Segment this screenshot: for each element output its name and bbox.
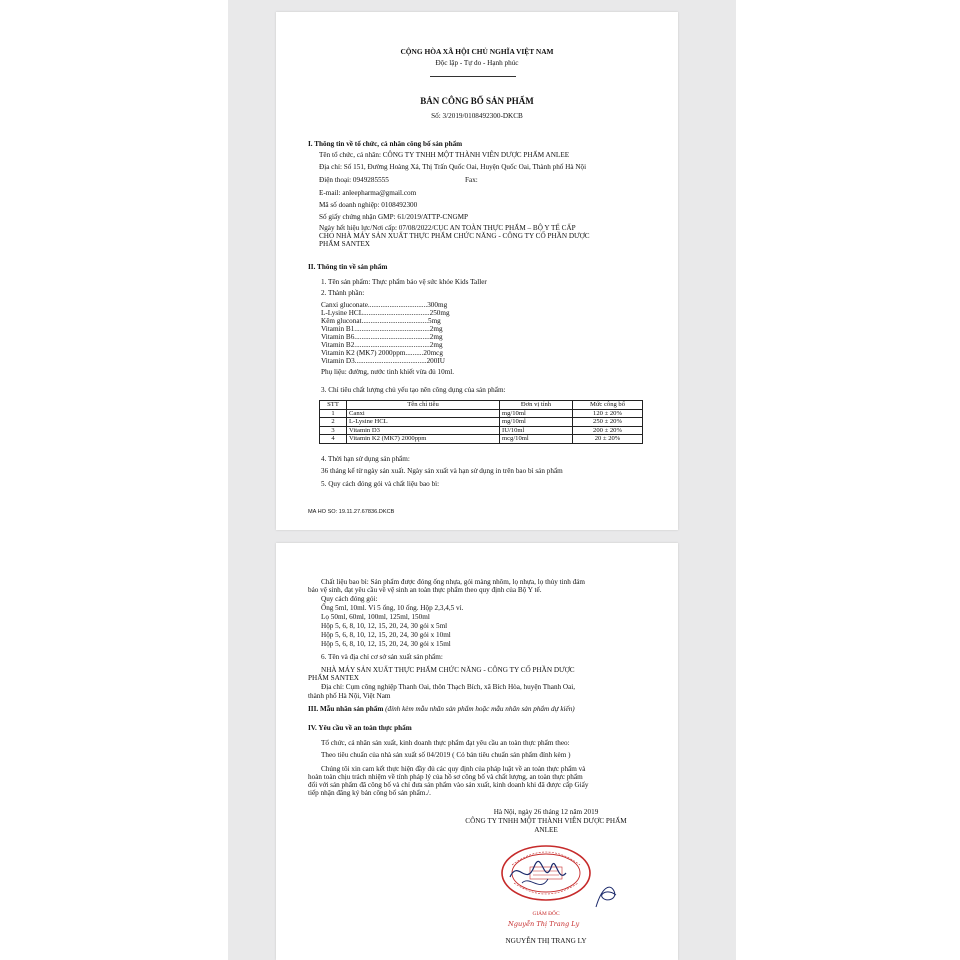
table-cell: 3 [320,426,347,435]
table-cell: 2 [320,418,347,427]
table-cell: mg/10ml [500,418,573,427]
section-2-title: II. Thông tin về sản phẩm [308,263,388,271]
table-row [320,435,643,444]
table-cell: 200 ± 20% [573,426,643,435]
ingredient-item: L-Lysine HCL.....................................250mg [321,309,450,317]
header-motto: Độc lập - Tự do - Hạnh phúc [435,59,519,67]
manufacturer-title: 6. Tên và địa chỉ cơ sở sản xuất sản phẩm: [321,653,443,661]
commitment-line: đối với sản phẩm đã công bố và chỉ đưa sản phẩm vào sản xuất, kinh doanh khi đã được cấp Giấy [308,781,589,789]
manufacturer-line-1: NHÀ MÁY SẢN XUẤT THỰC PHẨM CHỨC NĂNG - CÔNG TY CỔ PHẦN DƯỢC [321,666,575,674]
validity-line-2: CHO NHÀ MÁY SẢN XUẤT THỰC PHẨM CHỨC NĂNG - CÔNG TY CỔ PHẦN DƯỢC [319,232,590,240]
table-cell: 120 ± 20% [573,409,643,418]
signature-flourish-icon [594,881,620,911]
ingredient-item: Vitamin B2..........................................2mg [321,341,443,349]
table-cell: 4 [320,435,347,444]
ingredient-item: Kẽm gluconat.....................................5mg [321,317,441,325]
stamp-role: GIÁM ĐỐC [532,911,560,917]
table-row [320,426,643,435]
company-stamp-icon [500,843,592,903]
table-cell: mcg/10ml [500,435,573,444]
section-3-line [308,705,575,713]
document-page-2 [276,543,678,960]
validity-line-3: PHẨM SANTEX [319,240,370,248]
ingredient-item: Vitamin B6..........................................2mg [321,333,443,341]
packaging-title: 5. Quy cách đóng gói và chất liệu bao bì: [321,480,440,488]
signing-date: Hà Nội, ngày 26 tháng 12 năm 2019 [493,808,599,816]
org-phone: Điện thoại: 0949285555 [319,176,389,184]
packing-item: Lọ 50ml, 60ml, 100ml, 125ml, 150ml [321,613,430,621]
commitment-line: tiếp nhận đăng ký bản công bố sản phẩm./. [308,789,431,797]
section-4-title: IV. Yêu cầu về an toàn thực phẩm [308,724,412,732]
ingredient-item: Vitamin K2 (MK7) 2000ppm..........20mcg [321,349,443,357]
product-name: 1. Tên sản phẩm: Thực phẩm bảo vệ sức khỏe Kids Taller [321,278,487,286]
header-divider [430,76,516,77]
shelf-life-title: 4. Thời hạn sử dụng sản phẩm: [321,455,410,463]
ingredients-title: 2. Thành phần: [321,289,365,297]
stamp-signer-script: Nguyễn Thị Trang Ly [508,920,580,928]
table-cell: 250 ± 20% [573,418,643,427]
org-name: Tên tổ chức, cá nhân: CÔNG TY TNHH MỘT THÀNH VIÊN DƯỢC PHẨM ANLEE [319,151,570,159]
ingredient-item: Canxi gluconate.................................300mg [321,301,448,309]
ingredient-item: Vitamin D3........................................200IU [321,357,445,365]
quality-title: 3. Chỉ tiêu chất lượng chủ yếu tạo nên công dụng của sản phẩm: [321,386,506,394]
document-page-1 [276,12,678,530]
packing-item: Ống 5ml, 10ml. Vỉ 5 ống, 10 ống. Hộp 2,3,4,5 vỉ. [321,604,464,612]
table-row [320,409,643,418]
validity-line-1: Ngày hết hiệu lực/Nơi cấp: 07/08/2022/CỤC AN TOÀN THỰC PHẨM – BỘ Y TẾ CẤP [319,224,576,232]
table-header: Mức công bố [573,401,643,410]
document-title: BẢN CÔNG BỐ SẢN PHẨM [420,96,534,106]
table-header: Đơn vị tính [500,401,573,410]
table-cell: L-Lysine HCL [347,418,500,427]
org-address: Địa chỉ: Số 151, Đường Hoàng Xá, Thị Trấn Quốc Oai, Huyện Quốc Oai, Thành phố Hà Nội [319,163,587,171]
packing-title: Quy cách đóng gói: [321,595,378,603]
packing-item: Hộp 5, 6, 8, 10, 12, 15, 20, 24, 30 gói x 5ml [321,622,448,630]
header-country: CỘNG HÒA XÃ HỘI CHỦ NGHĨA VIỆT NAM [400,47,554,56]
org-fax: Fax: [465,176,478,184]
table-cell: 1 [320,409,347,418]
section-3-note: (đính kèm mẫu nhãn sản phẩm hoặc mẫu nhãn sản phẩm dự kiến) [385,705,575,713]
commitment-line: Chúng tôi xin cam kết thực hiện đầy đủ các quy định của pháp luật về an toàn thực phẩm và [321,765,586,773]
section-3-title: III. Mẫu nhãn sản phẩm [308,705,384,713]
material-line-2: bảo vệ sinh, đạt yêu cầu về vệ sinh an toàn thực phẩm theo quy định của Bộ Y tế. [308,586,542,594]
manufacturer-line-2: PHẨM SANTEX [308,674,359,682]
manufacturer-address-1: Địa chỉ: Cụm công nghiệp Thanh Oai, thôn Thạch Bích, xã Bích Hòa, huyện Thanh Oai, [321,683,576,691]
gmp-certificate: Số giấy chứng nhận GMP: 61/2019/ATTP-CNGMP [319,213,469,221]
section-1-title: I. Thông tin về tổ chức, cá nhân công bố sản phẩm [308,140,463,148]
table-row [320,418,643,427]
shelf-life-text: 36 tháng kể từ ngày sản xuất. Ngày sản xuất và hạn sử dụng in trên bao bì sản phẩm [321,467,563,475]
table-header: STT [320,401,347,410]
document-number: Số: 3/2019/0108492300-DKCB [431,112,523,120]
ingredient-item: Vitamin B1..........................................2mg [321,325,443,333]
table-cell: Vitamin D3 [347,426,500,435]
table-cell: IU/10ml [500,426,573,435]
material-line-1: Chất liệu bao bì: Sản phẩm được đóng ống nhựa, gói màng nhôm, lọ nhựa, lọ thủy tinh đảm [321,578,586,586]
safety-line-1: Tổ chức, cá nhân sản xuất, kinh doanh thực phẩm đạt yêu cầu an toàn thực phẩm theo: [321,739,570,747]
org-email: E-mail: anleepharma@gmail.com [319,189,417,197]
safety-line-2: Theo tiêu chuẩn của nhà sản xuất số 04/2019 ( Có bản tiêu chuẩn sản phẩm đính kèm ) [321,751,571,759]
table-cell: 20 ± 20% [573,435,643,444]
table-cell: Vitamin K2 (MK7) 2000ppm [347,435,500,444]
table-cell: mg/10ml [500,409,573,418]
packing-item: Hộp 5, 6, 8, 10, 12, 15, 20, 24, 30 gói x 10ml [321,631,451,639]
manufacturer-address-2: thành phố Hà Nội, Việt Nam [308,692,391,700]
dossier-code: MA HO SO: 19.11.27.67836.DKCB [308,509,395,515]
quality-table [319,400,643,444]
table-header: Tên chỉ tiêu [347,401,500,410]
packing-item: Hộp 5, 6, 8, 10, 12, 15, 20, 24, 30 gói x 15ml [321,640,451,648]
company-name-line-1: CÔNG TY TNHH MỘT THÀNH VIÊN DƯỢC PHẨM [465,817,627,825]
commitment-line: hoàn toàn chịu trách nhiệm về tính pháp lý của hồ sơ công bố và chất lượng, an toàn thực phẩm [308,773,583,781]
table-header-row [320,401,643,410]
business-code: Mã số doanh nghiệp: 0108492300 [319,201,418,209]
excipients: Phụ liệu: đường, nước tinh khiết vừa đủ 10ml. [321,368,455,376]
signer-name: NGUYỄN THỊ TRANG LY [505,937,587,945]
company-name-line-2: ANLEE [534,826,558,834]
table-cell: Canxi [347,409,500,418]
